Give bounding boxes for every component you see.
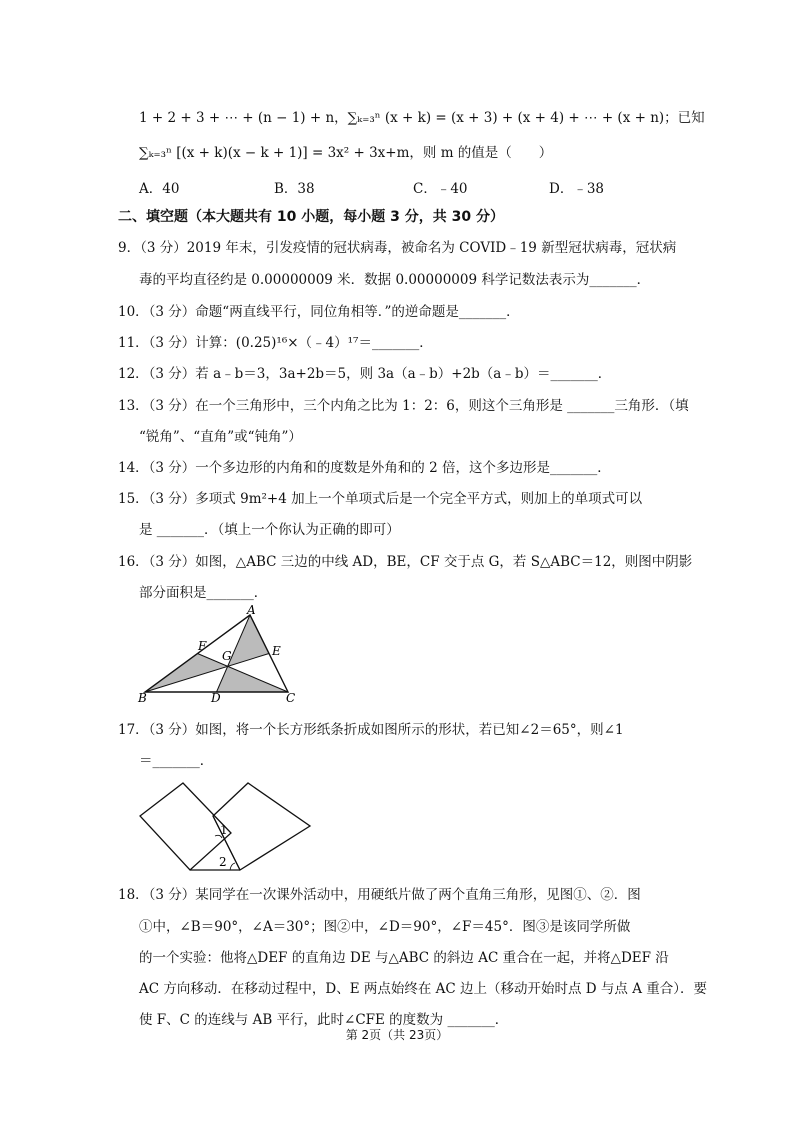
section-title: 二、填空题（本大题共有 10 小题，每小题 3 分，共 30 分） <box>118 209 504 225</box>
q17-line2: ＝_______． <box>139 753 214 769</box>
q10: 10．（3 分）命题“两直线平行，同位角相等．”的逆命题是_______． <box>118 304 520 320</box>
q16-line1: 16．（3 分）如图，△ABC 三边的中线 AD，BE，CF 交于点 G，若 S△ABC＝12，则图中阴影 <box>118 554 693 570</box>
q11: 11．（3 分）计算：(0.25)¹⁶×（﹣4）¹⁷＝_______． <box>118 335 433 351</box>
q15-line2: 是 _______．（填上一个你认为正确的即可） <box>139 522 400 538</box>
strip-left <box>140 783 231 870</box>
shaded-region-1 <box>145 654 228 693</box>
q13-line2: “锐角”、“直角”或“钝角”） <box>139 429 302 445</box>
angle-label-2: 2 <box>219 855 227 869</box>
label-f: F <box>198 639 207 653</box>
page-footer: 第 2页（共 23页） <box>345 1028 449 1042</box>
angle-label-1: 1 <box>220 823 228 837</box>
label-c: C <box>286 691 296 705</box>
q9-line1: 9．（3 分）2019 年末，引发疫情的冠状病毒，被命名为 COVID﹣19 新型冠状病毒，冠状病 <box>118 240 677 256</box>
label-e: E <box>272 644 281 658</box>
q18-line4: AC 方向移动．在移动过程中，D、E 两点始终在 AC 边上（移动开始时点 D 与点 A 重合）．要 <box>139 981 707 997</box>
choice-a: A．40 <box>139 181 180 197</box>
q13-line1: 13．（3 分）在一个三角形中，三个内角之比为 1：2：6，则这个三角形是 _______三角形．（填 <box>118 398 689 414</box>
q15-line1: 15．（3 分）多项式 9m²+4 加上一个单项式后是一个完全平方式，则加上的单项式可以 <box>118 491 643 507</box>
label-d: D <box>211 691 221 705</box>
q9-line2: 毒的平均直径约是 0.00000009 米．数据 0.00000009 科学记数法表示为_______． <box>139 272 651 288</box>
folded-strip-figure <box>135 778 315 878</box>
q18-line1: 18．（3 分）某同学在一次课外活动中，用硬纸片做了两个直角三角形，见图①、②．图 <box>118 887 641 903</box>
label-b: B <box>138 691 147 705</box>
q14: 14．（3 分）一个多边形的内角和的度数是外角和的 2 倍，这个多边形是_______． <box>118 460 611 476</box>
triangle-figure <box>135 603 315 705</box>
label-g: G <box>222 649 232 663</box>
q17-line1: 17．（3 分）如图，将一个长方形纸条折成如图所示的形状，若已知∠2＝65°，则∠1 <box>118 722 624 738</box>
q18-line2: ①中，∠B＝90°，∠A＝30°；图②中，∠D＝90°，∠F＝45°．图③是该同学所做 <box>139 919 631 935</box>
q12: 12．（3 分）若 a﹣b＝3，3a+2b＝5，则 3a（a﹣b）+2b（a﹣b）＝_______． <box>118 366 612 382</box>
q18-line3: 的一个实验：他将△DEF 的直角边 DE 与△ABC 的斜边 AC 重合在一起，并将△DEF 沿 <box>139 950 669 966</box>
choice-b: B．38 <box>274 181 315 197</box>
angle-2-arc <box>230 863 235 870</box>
q8-line1: 1 + 2 + 3 + ⋯ + (n − 1) + n，∑ₖ₌₃ⁿ (x + k) = (x + 3) + (x + 4) + ⋯ + (x + n)；已知 <box>139 110 705 126</box>
q18-line5: 使 F、C 的连线与 AB 平行，此时∠CFE 的度数为 _______． <box>139 1012 509 1028</box>
label-a: A <box>247 603 256 617</box>
choice-c: C．﹣40 <box>413 181 468 197</box>
choice-d: D．﹣38 <box>549 181 605 197</box>
q8-line2: ∑ₖ₌₃ⁿ [(x + k)(x − k + 1)] = 3x² + 3x+m，则 m 的值是（ ） <box>139 145 553 161</box>
q16-line2: 部分面积是_______． <box>139 585 268 601</box>
